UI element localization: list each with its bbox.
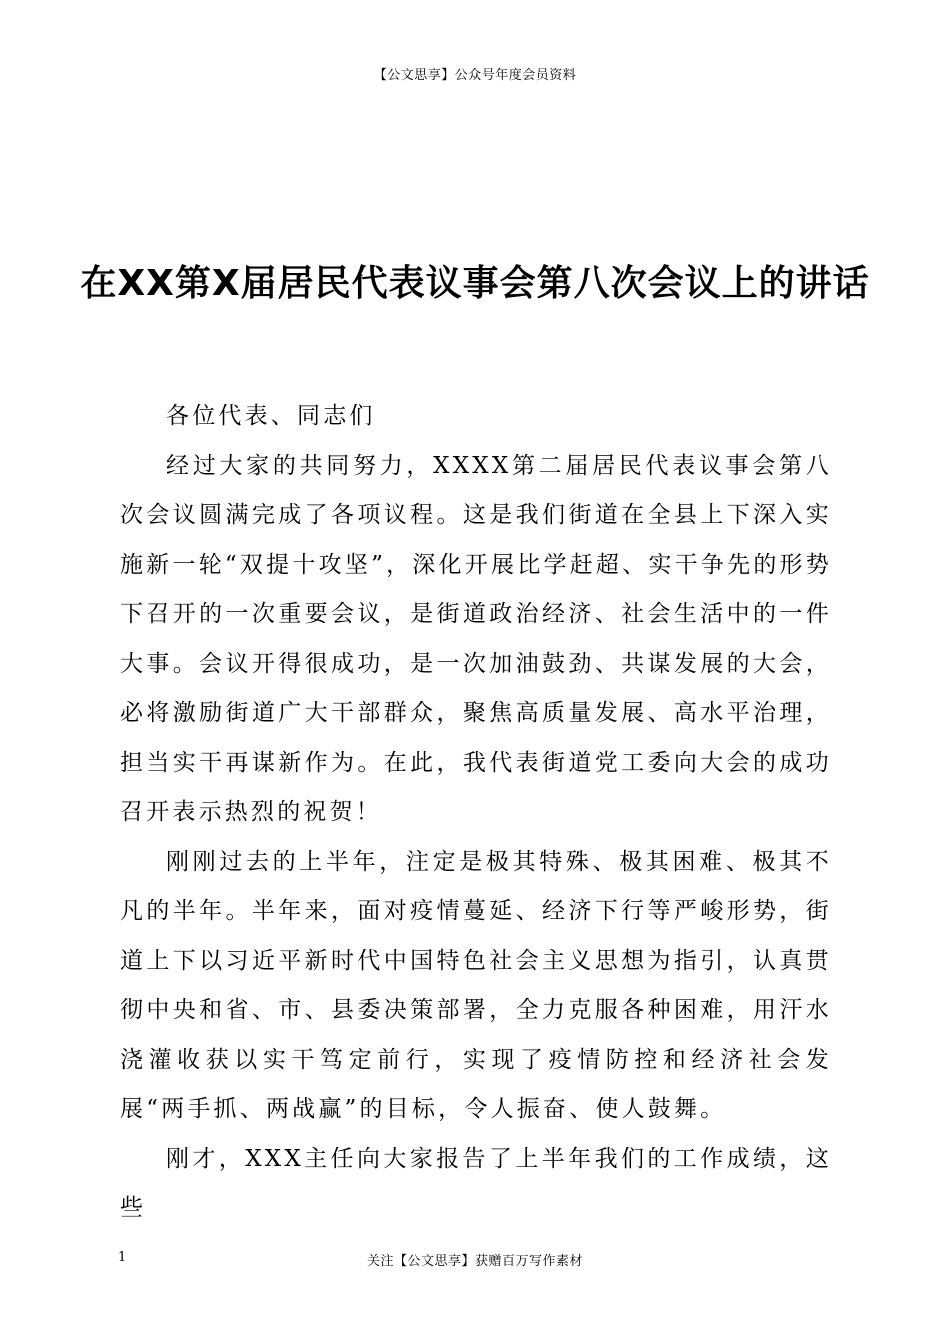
page-number: 1 xyxy=(118,1250,127,1265)
body-paragraph: 经过大家的共同努力，XXXX第二届居民代表议事会第八次会议圆满完成了各项议程。这是我们街道在全县上下深入实施新一轮“双提十攻坚”，深化开展比学赶超、实干争先的形势下召开的一次重要会议，是街道政治经济、社会生活中的一件大事。会议开得很成功，是一次加油鼓劲、共谋发展的大会，必将激励街道广大干部群众，聚焦高质量发展、高水平治理，担当实干再谋新作为。在此，我代表街道党工委向大会的成功召开表示热烈的祝贺！ xyxy=(120,452,832,825)
salutation: 各位代表、同志们 xyxy=(166,403,376,429)
page-header: 【公文思享】公众号年度会员资料 xyxy=(373,68,577,83)
document-body xyxy=(120,392,832,1234)
body-paragraph: 刚刚过去的上半年，注定是极其特殊、极其困难、极其不凡的半年。半年来，面对疫情蔓延、经济下行等严峻形势，街道上下以习近平新时代中国特色社会主义思想为指引，认真贯彻中央和省、市、县委决策部署，全力克服各种困难，用汗水浇灌收获以实干笃定前行，实现了疫情防控和经济社会发展“两手抓、两战赢”的目标，令人振奋、使人鼓舞。 xyxy=(120,848,832,1122)
document-title: 在XX第X届居民代表议事会第八次会议上的讲话 xyxy=(80,263,870,304)
page-footer xyxy=(0,1250,950,1270)
footer-note: 关注【公文思享】获赠百万写作素材 xyxy=(366,1254,583,1269)
body-paragraph: 刚才，XXX主任向大家报告了上半年我们的工作成绩，这些 xyxy=(120,1145,832,1221)
